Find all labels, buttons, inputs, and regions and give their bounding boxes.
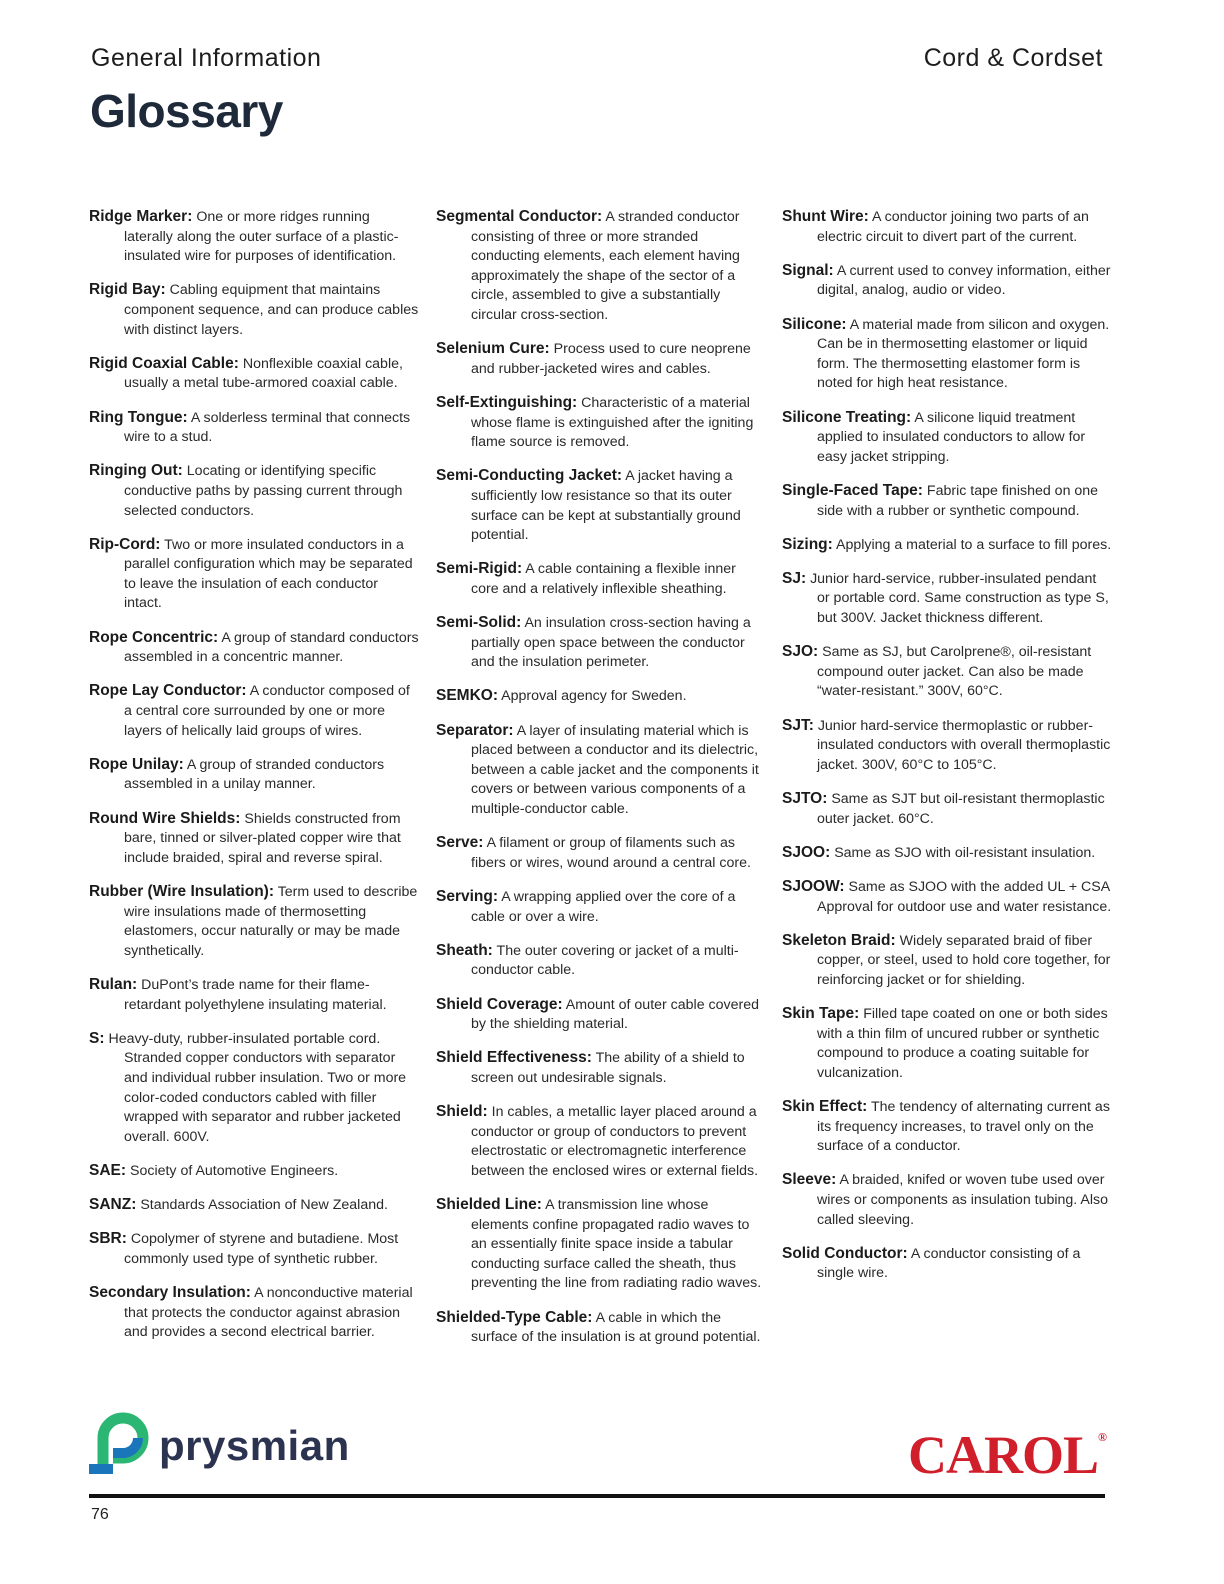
glossary-definition: A cable in which the surface of the insulation is at ground potential. [471, 1309, 761, 1346]
glossary-term: Shielded-Type Cable: [436, 1308, 593, 1326]
glossary-term: Silicone: [782, 315, 847, 333]
glossary-definition: Approval agency for Sweden. [501, 688, 687, 705]
glossary-entry [89, 1029, 419, 1148]
glossary-definition: A nonconductive material that protects the conductor against abrasion and provides a second electrical barrier. [124, 1285, 413, 1341]
glossary-entry [89, 408, 419, 448]
glossary-term: Semi-Rigid: [436, 560, 523, 578]
glossary-definition: Widely separated braid of fiber copper, or steel, used to hold core together, for reinforcing jacket or for shielding. [817, 932, 1111, 988]
glossary-definition: The tendency of alternating current as its frequency increases, to travel only on the surface of a conductor. [817, 1099, 1110, 1155]
glossary-entry [782, 261, 1112, 301]
glossary-term: Rulan: [89, 975, 138, 993]
glossary-definition: Same as SJ, but Carolprene®, oil-resistant compound outer jacket. Can also be made “water-resistant.” 300V, 60°C. [817, 644, 1092, 700]
glossary-entry [782, 1004, 1112, 1083]
glossary-term: Segmental Conductor: [436, 208, 603, 225]
glossary-term: Shield: [436, 1103, 488, 1121]
glossary-term: SJ: [782, 569, 807, 587]
glossary-definition: Heavy-duty, rubber-insulated portable cord. Stranded copper conductors with separator and individual rubber insulation. Two or more color-coded conductors cabled with filler wrapped with separator and rubber jacketed overall. 600V. [108, 1030, 407, 1145]
glossary-entry [436, 941, 766, 981]
glossary-term: Shield Coverage: [436, 995, 563, 1013]
glossary-term: Round Wire Shields: [89, 809, 241, 827]
glossary-term: Rigid Bay: [89, 281, 166, 299]
glossary-entry [782, 1244, 1112, 1284]
glossary-definition: A solderless terminal that connects wire to a stud. [124, 409, 411, 446]
glossary-entry [436, 1195, 766, 1294]
glossary-entry [782, 1097, 1112, 1157]
glossary-entry [89, 461, 419, 521]
glossary-term: Selenium Cure: [436, 340, 550, 358]
glossary-definition: Junior hard-service, rubber-insulated pendant or portable cord. Same construction as type S, but 300V. Jacket thickness different. [810, 570, 1109, 627]
glossary-definition: A group of stranded conductors assembled in a unilay manner. [124, 756, 385, 793]
footer-divider [89, 1494, 1105, 1498]
glossary-entry [436, 466, 766, 545]
glossary-entry [436, 833, 766, 873]
glossary-definition: Applying a material to a surface to fill pores. [835, 536, 1112, 553]
glossary-term: Sleeve: [782, 1171, 837, 1189]
glossary-entry [89, 882, 419, 961]
glossary-definition: Same as SJO with oil-resistant insulation. [834, 844, 1096, 861]
glossary-term: SJOOW: [782, 877, 845, 895]
glossary-term: S: [89, 1029, 105, 1047]
prysmian-logo [89, 1412, 359, 1476]
glossary-term: Semi-Solid: [436, 614, 522, 632]
prysmian-logo-mark-icon [89, 1412, 153, 1476]
glossary-definition: Characteristic of a material whose flame is extinguished after the igniting flame source is removed. [471, 394, 754, 451]
glossary-entry [436, 1308, 766, 1348]
glossary-entry [782, 716, 1112, 776]
glossary-entry [89, 755, 419, 795]
glossary-entry [89, 681, 419, 741]
glossary-entry [782, 931, 1112, 991]
glossary-entry [89, 280, 419, 340]
glossary-entry [436, 559, 766, 599]
glossary-term: Sizing: [782, 535, 833, 553]
glossary-entry [782, 315, 1112, 394]
glossary-term: SAE: [89, 1161, 127, 1179]
glossary-term: Serving: [436, 887, 499, 905]
glossary-entry [436, 721, 766, 820]
glossary-term: Rope Concentric: [89, 628, 219, 646]
glossary-entry [89, 1229, 419, 1269]
glossary-entry [89, 354, 419, 394]
glossary-definition: A filament or group of filaments such as fibers or wires, wound around a central core. [471, 835, 751, 871]
glossary-entry [89, 975, 419, 1015]
glossary-definition: A conductor joining two parts of an electric circuit to divert part of the current. [817, 209, 1089, 245]
glossary-definition: A group of standard conductors assembled in a concentric manner. [124, 629, 419, 666]
glossary-entry [436, 1048, 766, 1088]
glossary-definition: A silicone liquid treatment applied to insulated conductors to allow for easy jacket stripping. [817, 409, 1086, 465]
glossary-term: Rigid Coaxial Cable: [89, 354, 239, 372]
glossary-term: Signal: [782, 261, 834, 279]
prysmian-wordmark: prysmian [159, 1422, 350, 1469]
glossary-definition: Same as SJT but oil-resistant thermoplastic outer jacket. 60°C. [817, 791, 1105, 827]
glossary-definition: The outer covering or jacket of a multi-conductor cable. [471, 942, 739, 979]
glossary-definition: Cabling equipment that maintains component sequence, and can produce cables with distinct layers. [124, 282, 419, 338]
glossary-definition: Amount of outer cable covered by the shielding material. [471, 996, 760, 1033]
glossary-entry [782, 481, 1112, 521]
glossary-entry [436, 1102, 766, 1181]
glossary-entry [436, 393, 766, 453]
glossary-entry [782, 642, 1112, 702]
glossary-entry [782, 535, 1112, 556]
glossary-term: Rope Unilay: [89, 755, 184, 773]
glossary-term: Ring Tongue: [89, 408, 188, 426]
glossary-column-1 [89, 207, 419, 1356]
glossary-entry [89, 628, 419, 668]
section-header: General Information [91, 44, 322, 72]
glossary-entry [782, 569, 1112, 629]
glossary-definition: A transmission line whose elements confine propagated radio waves to an essentially finite space inside a tabular conducting surface called the sheath, thus preventing the line from radiating radio waves. [471, 1197, 762, 1292]
glossary-term: Solid Conductor: [782, 1244, 908, 1262]
glossary-entry [436, 613, 766, 673]
glossary-term: Ridge Marker: [89, 208, 193, 225]
glossary-definition: Locating or identifying specific conductive paths by passing current through selected conductors. [124, 463, 403, 519]
glossary-entry [436, 686, 766, 707]
glossary-column-3 [782, 207, 1112, 1298]
glossary-term: SJO: [782, 643, 819, 661]
glossary-entry [782, 408, 1112, 468]
glossary-definition: DuPont’s trade name for their flame-retardant polyethylene insulating material. [124, 976, 387, 1013]
glossary-definition: Filled tape coated on one or both sides with a thin film of uncured rubber or synthetic compound to produce a coating suitable for vulcanization. [817, 1006, 1108, 1081]
glossary-term: Semi-Conducting Jacket: [436, 467, 623, 485]
glossary-entry [782, 789, 1112, 829]
glossary-entry [89, 207, 419, 267]
glossary-entry [782, 877, 1112, 917]
glossary-term: SJOO: [782, 843, 831, 861]
glossary-definition: A wrapping applied over the core of a cable or over a wire. [471, 888, 736, 925]
glossary-definition: The ability of a shield to screen out undesirable signals. [471, 1050, 745, 1086]
glossary-definition: Standards Association of New Zealand. [140, 1197, 388, 1214]
glossary-column-2 [436, 207, 766, 1361]
glossary-term: Shunt Wire: [782, 208, 869, 225]
glossary-term: Silicone Treating: [782, 408, 912, 426]
glossary-entry [89, 1195, 419, 1216]
glossary-term: Shield Effectiveness: [436, 1049, 592, 1067]
page-number: 76 [91, 1506, 109, 1523]
glossary-entry [436, 207, 766, 326]
glossary-definition: One or more ridges running laterally along the outer surface of a plastic-insulated wire for purposes of identification. [124, 209, 399, 265]
glossary-entry [436, 339, 766, 379]
glossary-term: Serve: [436, 834, 484, 852]
glossary-entry [782, 843, 1112, 864]
glossary-entry [89, 1161, 419, 1182]
glossary-term: SBR: [89, 1230, 127, 1248]
glossary-definition: In cables, a metallic layer placed around a conductor or group of conductors to prevent electrostatic or electromagnetic interference between the enclosed wires or external fields. [471, 1104, 759, 1179]
category-header: Cord & Cordset [923, 44, 1103, 72]
glossary-term: Shielded Line: [436, 1196, 542, 1214]
glossary-term: SJTO: [782, 790, 828, 807]
glossary-term: SEMKO: [436, 687, 498, 705]
glossary-term: Separator: [436, 721, 514, 739]
glossary-term: Rope Lay Conductor: [89, 682, 247, 700]
glossary-entry [782, 1170, 1112, 1230]
glossary-definition: A stranded conductor consisting of three or more stranded conducting elements, each element having approximately the shape of the sector of a circle, assembled to give a substantially circular cross-section. [471, 209, 740, 323]
glossary-term: Secondary Insulation: [89, 1284, 251, 1302]
glossary-definition: Term used to describe wire insulations made of thermosetting elastomers, occur naturally or may be made synthetically. [124, 883, 418, 959]
glossary-term: Skeleton Braid: [782, 931, 896, 949]
glossary-definition: A cable containing a flexible inner core and a relatively inflexible sheathing. [471, 561, 736, 597]
glossary-definition: A jacket having a sufficiently low resistance so that its outer surface can be kept at substantially ground potential. [471, 468, 741, 544]
glossary-definition: Shields constructed from bare, tinned or silver-plated copper wire that include braided, spiral and reverse spiral. [124, 810, 401, 866]
glossary-term: Single-Faced Tape: [782, 481, 923, 499]
registered-mark: ® [1098, 1430, 1106, 1444]
glossary-definition: Process used to cure neoprene and rubber-jacketed wires and cables. [471, 341, 751, 377]
glossary-term: Skin Tape: [782, 1005, 860, 1023]
glossary-term: Self-Extinguishing: [436, 393, 578, 411]
page-title: Glossary [90, 85, 283, 137]
glossary-definition: An insulation cross-section having a partially open space between the conductor and the insulation perimeter. [471, 615, 751, 671]
glossary-entry [89, 1283, 419, 1343]
glossary-definition: Two or more insulated conductors in a parallel configuration which may be separated to leave the insulation of each conductor intact. [124, 536, 413, 612]
glossary-term: Ringing Out: [89, 462, 183, 480]
glossary-definition: Junior hard-service thermoplastic or rubber- insulated conductors with overall thermoplastic jacket. 300V, 60°C to 105°C. [817, 717, 1111, 773]
glossary-definition: A conductor consisting of a single wire. [817, 1245, 1081, 1282]
glossary-definition: A braided, knifed or woven tube used over wires or components as insulation tubing. Also called sleeving. [817, 1172, 1109, 1228]
glossary-term: Rip-Cord: [89, 535, 161, 553]
glossary-definition: A layer of insulating material which is placed between a conductor and its dielectric, between a cable jacket and the components it covers or between various components of a multiple-conductor cable. [471, 722, 759, 817]
glossary-term: Skin Effect: [782, 1098, 868, 1116]
glossary-definition: Society of Automotive Engineers. [130, 1162, 339, 1179]
glossary-definition: Fabric tape finished on one side with a rubber or synthetic compound. [817, 482, 1099, 519]
glossary-entry [89, 535, 419, 614]
glossary-definition: Copolymer of styrene and butadiene. Most commonly used type of synthetic rubber. [124, 1231, 399, 1267]
glossary-entry [782, 207, 1112, 247]
glossary-definition: Same as SJOO with the added UL + CSA Approval for outdoor use and water resistance. [817, 878, 1112, 915]
glossary-entry [436, 887, 766, 927]
glossary-term: Sheath: [436, 941, 493, 959]
glossary-definition: A material made from silicon and oxygen. Can be in thermosetting elastomer or liquid form. The thermosetting elastomer form is noted for high heat resistance. [817, 316, 1110, 392]
glossary-definition: A current used to convey information, either digital, analog, audio or video. [817, 262, 1111, 299]
glossary-entry [436, 995, 766, 1035]
glossary-definition: Nonflexible coaxial cable, usually a metal tube-armored coaxial cable. [124, 355, 403, 392]
carol-wordmark: CAROL [908, 1425, 1099, 1485]
glossary-entry [89, 809, 419, 869]
glossary-term: SJT: [782, 716, 814, 734]
glossary-term: Rubber (Wire Insulation): [89, 882, 274, 900]
glossary-term: SANZ: [89, 1196, 137, 1214]
carol-logo [908, 1424, 1106, 1486]
glossary-definition: A conductor composed of a central core surrounded by one or more layers of helically laid groups of wires. [124, 683, 410, 739]
